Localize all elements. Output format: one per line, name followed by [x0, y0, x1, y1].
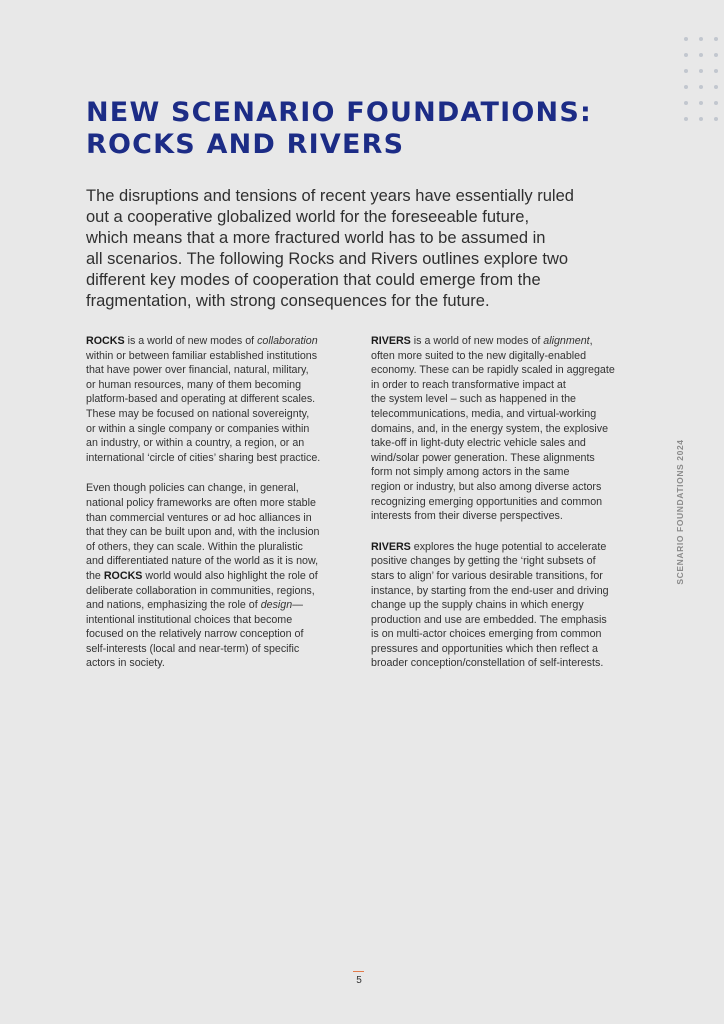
text-line: wind/solar power generation. These alignments	[371, 451, 595, 464]
intro-line: out a cooperative globalized world for the foreseeable future,	[86, 208, 530, 226]
text-line: broader conception/constellation of self-interests.	[371, 657, 604, 670]
text-line: stars to align’ for various desirable transitions, for	[371, 569, 603, 582]
page-title-line-2: ROCKS AND RIVERS	[86, 129, 405, 160]
rivers-definition-paragraph	[371, 334, 643, 524]
text-line: than commercial ventures or ad hoc alliances in	[86, 511, 312, 524]
text-line: often more suited to the new digitally-enabled	[371, 349, 587, 362]
text-line: is on multi-actor choices emerging from common	[371, 628, 602, 641]
text-line: economy. These can be rapidly scaled in aggregate	[371, 364, 615, 377]
text-line: or human resources, many of them becoming	[86, 378, 302, 391]
text-line: domains, and, in the energy system, the explosive	[371, 422, 609, 435]
decorative-dot-grid	[684, 37, 718, 121]
text-line: and nations, emphasizing the role of design—	[86, 599, 303, 612]
page-title-line-1: NEW SCENARIO FOUNDATIONS:	[86, 97, 592, 128]
text-line: focused on the relatively narrow conception of	[86, 628, 304, 641]
text-line: in order to reach transformative impact at	[371, 378, 566, 391]
text-line: self-interests (local and near-term) of specific	[86, 642, 300, 655]
text-line: RIVERS explores the huge potential to accelerate	[371, 540, 607, 553]
text-line: positive changes by getting the ‘right subsets of	[371, 555, 596, 568]
intro-line: different key modes of cooperation that could emerge from the	[86, 271, 541, 289]
text-line: intentional institutional choices that become	[86, 613, 293, 626]
text-line: that have power over financial, natural, military,	[86, 364, 309, 377]
text-line: the ROCKS world would also highlight the role of	[86, 569, 318, 582]
text-line: and differentiated nature of the world as it is now,	[86, 555, 319, 568]
text-line: Even though policies can change, in general,	[86, 482, 299, 495]
text-line: interests from their diverse perspectives.	[371, 510, 563, 523]
intro-line: which means that a more fractured world has to be assumed in	[86, 229, 546, 247]
rocks-policy-paragraph	[86, 481, 358, 671]
text-line: platform-based and operating at different scales.	[86, 393, 316, 406]
text-line: region or industry, but also among diverse actors	[371, 480, 602, 493]
text-line: or within a single company or companies within	[86, 422, 310, 435]
intro-paragraph	[86, 186, 586, 312]
text-line: form not simply among actors in the same	[371, 466, 570, 479]
text-line: that they can be built upon and, with the inclusion	[86, 526, 320, 539]
text-line: instance, by starting from the end-user and driving	[371, 584, 609, 597]
text-line: ROCKS is a world of new modes of collaboration	[86, 335, 318, 347]
text-line: actors in society.	[86, 657, 165, 670]
emphasis: alignment	[543, 335, 590, 347]
intro-line: The disruptions and tensions of recent years have essentially ruled	[86, 187, 574, 205]
text-line: national policy frameworks are often more stable	[86, 496, 316, 509]
text-line: deliberate collaboration in communities, regions,	[86, 584, 315, 597]
text-line: the system level – such as happened in the	[371, 393, 576, 406]
running-header-label: SCENARIO FOUNDATIONS 2024	[675, 439, 685, 585]
emphasis: design	[260, 599, 293, 612]
intro-line: fragmentation, with strong consequences for the future.	[86, 292, 490, 310]
text-line: These may be focused on national sovereignty,	[86, 407, 310, 420]
rocks-definition-paragraph	[86, 334, 358, 465]
text-line: an industry, or within a country, a region, or an	[86, 437, 305, 450]
text-line: pressures and opportunities which then reflect a	[371, 642, 598, 655]
text-line: RIVERS is a world of new modes of alignment,	[371, 335, 593, 347]
emphasis: collaboration	[257, 335, 318, 347]
text-line: take-off in light-duty electric vehicle sales and	[371, 437, 586, 450]
text-line: within or between familiar established institutions	[86, 349, 318, 362]
rocks-keyword: ROCKS	[86, 335, 125, 347]
text-line: international ‘circle of cities’ sharing best practice.	[86, 451, 321, 464]
page-number-accent-line	[353, 971, 364, 972]
rivers-column	[371, 334, 643, 687]
text-line: recognizing emerging opportunities and common	[371, 495, 603, 508]
rocks-keyword: ROCKS	[103, 569, 143, 582]
rivers-potential-paragraph	[371, 540, 643, 671]
page-title	[86, 97, 592, 161]
page-number: 5	[356, 975, 362, 986]
text-line: change up the supply chains in which energy	[371, 599, 584, 612]
text-line: of others, they can scale. Within the pluralistic	[86, 540, 303, 553]
text-line: telecommunications, media, and virtual-working	[371, 407, 597, 420]
text-line: production and use are embedded. The emphasis	[371, 613, 607, 626]
rivers-keyword: RIVERS	[371, 335, 411, 347]
rivers-keyword: RIVERS	[371, 540, 411, 553]
rocks-column	[86, 334, 358, 687]
intro-line: all scenarios. The following Rocks and Rivers outlines explore two	[86, 250, 569, 268]
